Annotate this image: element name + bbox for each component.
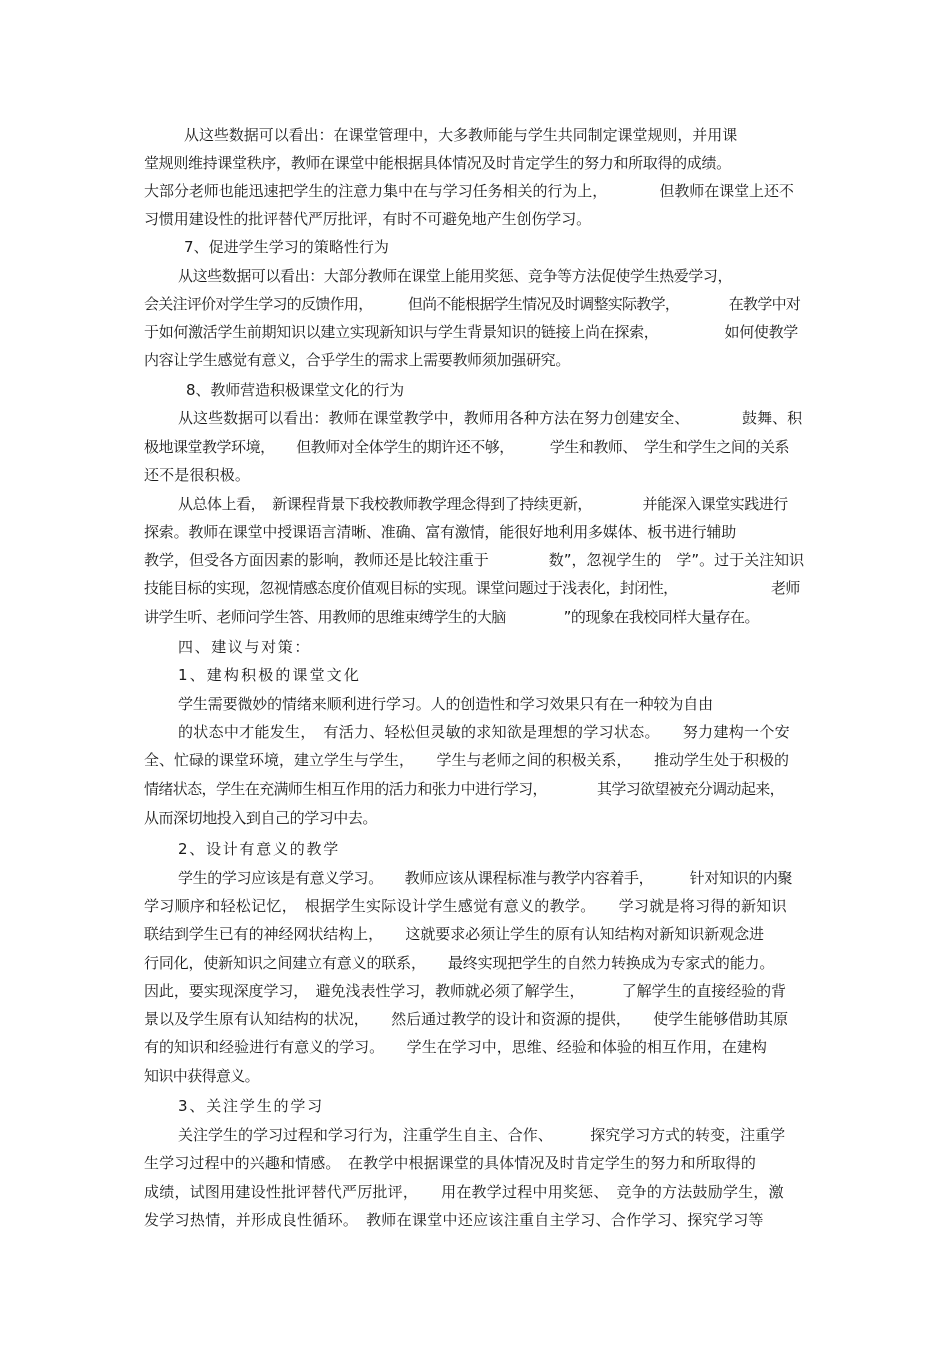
text-line: 还不是很积极。 <box>144 466 250 484</box>
text-line: 从这些数据可以看出：大部分教师在课堂上能用奖惩、竞争等方法促使学生热爱学习， <box>178 267 733 285</box>
text-line: 内容让学生感觉有意义，合乎学生的需求上需要教师须加强研究。 <box>144 351 571 369</box>
text-line: 讲学生听、老师问学生答、用教师的思维束缚学生的大脑 ”的现象在我校同样大量存在。 <box>144 608 759 626</box>
text-line: 情绪状态，学生在充满师生相互作用的活力和张力中进行学习， 其学习欲望被充分调动起来， <box>144 780 785 798</box>
text-line: 从这些数据可以看出：在课堂管理中，大多教师能与学生共同制定课堂规则，并用课 <box>184 126 738 144</box>
text-line: 生学习过程中的兴趣和情感。 在教学中根据课堂的具体情况及时肯定学生的努力和所取得的 <box>144 1154 757 1172</box>
text-line: 教学，但受各方面因素的影响，教师还是比较注重于 数”，忽视学生的 学”。过于关注知识 <box>144 551 805 569</box>
text-line: 行同化，使新知识之间建立有意义的联系， 最终实现把学生的自然力转换成为专家式的能力。 <box>144 954 775 972</box>
text-line: 7、促进学生学习的策略性行为 <box>184 238 389 256</box>
text-line: 堂规则维持课堂秩序，教师在课堂中能根据具体情况及时肯定学生的努力和所取得的成绩。 <box>144 154 731 172</box>
text-line: 从总体上看， 新课程背景下我校教师教学理念得到了持续更新， 并能深入课堂实践进行 <box>178 495 788 513</box>
text-line: 从而深切地投入到自己的学习中去。 <box>144 809 377 827</box>
text-line: 于如何激活学生前期知识以建立实现新知识与学生背景知识的链接上尚在探索， 如何使教学 <box>144 323 799 341</box>
text-line: 学习顺序和轻松记忆， 根据学生实际设计学生感觉有意义的教学。 学习就是将习得的新知识 <box>144 897 787 915</box>
text-line: 学生需要微妙的情绪来顺利进行学习。人的创造性和学习效果只有在一种较为自由 <box>178 695 713 713</box>
text-line: 极地课堂教学环境， 但教师对全体学生的期许还不够， 学生和教师、 学生和学生之间的关系 <box>144 438 789 456</box>
text-line: 因此，要实现深度学习， 避免浅表性学习，教师就必须了解学生， 了解学生的直接经验的背 <box>144 982 786 1000</box>
text-line: 1、建构积极的课堂文化 <box>178 666 361 684</box>
text-line: 探索。教师在课堂中授课语言清晰、准确、富有激情，能很好地利用多媒体、板书进行辅助 <box>144 523 737 541</box>
text-line: 学生的学习应该是有意义学习。 教师应该从课程标准与教学内容着手， 针对知识的内聚 <box>178 869 793 887</box>
text-line: 关注学生的学习过程和学习行为，注重学生自主、合作、 探究学习方式的转变，注重学 <box>178 1126 786 1144</box>
text-line: 四、建议与对策： <box>178 638 311 656</box>
text-line: 有的知识和经验进行有意义的学习。 学生在学习中，思维、经验和体验的相互作用，在建构 <box>144 1038 767 1056</box>
text-line: 联结到学生已有的神经网状结构上， 这就要求必须让学生的原有认知结构对新知识新观念进 <box>144 925 764 943</box>
text-line: 技能目标的实现，忽视情感态度价值观目标的实现。课堂问题过于浅表化，封闭性， 老师 <box>144 579 800 597</box>
text-line: 全、忙碌的课堂环境，建立学生与学生， 学生与老师之间的积极关系， 推动学生处于积极的 <box>144 751 790 769</box>
text-line: 大部分老师也能迅速把学生的注意力集中在与学习任务相关的行为上， 但教师在课堂上还不 <box>144 182 794 200</box>
text-line: 3、关注学生的学习 <box>178 1097 325 1115</box>
text-line: 知识中获得意义。 <box>144 1067 259 1085</box>
text-line: 8、教师营造积极课堂文化的行为 <box>186 381 405 399</box>
text-line: 习惯用建设性的批评替代严厉批评，有时不可避免地产生创伤学习。 <box>144 210 592 228</box>
text-line: 从这些数据可以看出：教师在课堂教学中，教师用各种方法在努力创建安全、 鼓舞、积 <box>178 409 803 427</box>
text-line: 成绩，试图用建设性批评替代严厉批评， 用在教学过程中用奖惩、 竞争的方法鼓励学生，激 <box>144 1183 784 1201</box>
text-line: 2、设计有意义的教学 <box>178 840 341 858</box>
text-line: 发学习热情，并形成良性循环。 教师在课堂中还应该注重自主学习、合作学习、探究学习等 <box>144 1211 764 1229</box>
text-line: 的状态中才能发生， 有活力、轻松但灵敏的求知欲是理想的学习状态。 努力建构一个安 <box>178 723 790 741</box>
text-line: 景以及学生原有认知结构的状况， 然后通过教学的设计和资源的提供， 使学生能够借助其原 <box>144 1010 789 1028</box>
text-line: 会关注评价对学生学习的反馈作用， 但尚不能根据学生情况及时调整实际教学， 在教学中对 <box>144 295 801 313</box>
